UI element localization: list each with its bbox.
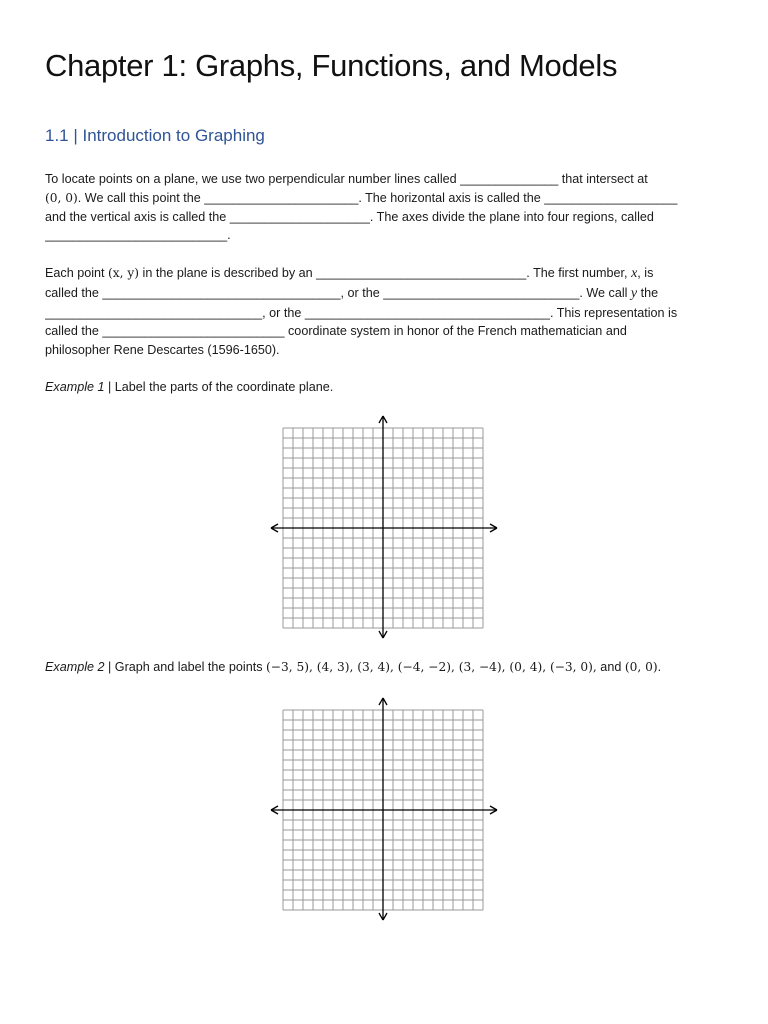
y-variable: y	[630, 285, 638, 301]
pair-line-5: philosopher Rene Descartes (1596-1650).	[45, 343, 280, 358]
example-2-last-point: (0, 0)	[624, 660, 658, 674]
intro-paragraph	[45, 170, 721, 245]
pair-line-1-a: Each point	[45, 266, 109, 280]
example-1-instruction	[45, 380, 333, 394]
ordered-pair-paragraph	[45, 264, 721, 360]
pair-line-1	[45, 264, 721, 284]
pair-math: (x, y)	[108, 266, 140, 280]
example-1-text: | Label the parts of the coordinate plane.	[104, 380, 334, 394]
intro-line-2	[45, 189, 721, 208]
x-variable: x	[631, 266, 638, 281]
example-2-period: .	[657, 660, 662, 674]
example-1-label: Example 1	[45, 380, 105, 394]
chapter-title: Chapter 1: Graphs, Functions, and Models	[45, 48, 618, 83]
intro-line-4: __________________________.	[45, 228, 231, 243]
coordinate-grid-1[interactable]	[268, 414, 500, 640]
section-heading: 1.1 | Introduction to Graphing	[45, 126, 265, 145]
intro-line-2-text: . We call this point the ______________________. The horizontal axis is called the ___________________	[77, 190, 678, 205]
coordinate-grid-2[interactable]	[268, 696, 500, 922]
pair-line-1-b: in the plane is described by an ______________________________. The first number,	[139, 266, 632, 280]
intro-line-1: To locate points on a plane, we use two perpendicular number lines called ______________ that intersect at	[45, 172, 648, 186]
pair-line-4: called the __________________________ coordinate system in honor of the French mathematician and	[45, 324, 627, 339]
example-2-points: (−3, 5), (4, 3), (3, 4), (−4, −2), (3, −4), (0, 4), (−3, 0),	[266, 660, 597, 674]
pair-line-3: _______________________________, or the ___________________________________. This representation is	[45, 305, 678, 320]
intro-line-3: and the vertical axis is called the ____________________. The axes divide the plane into four regions, called	[45, 209, 654, 224]
pair-line-2	[45, 284, 721, 304]
pair-line-2-a: called the __________________________________, or the ____________________________. We call	[45, 285, 631, 300]
pair-line-2-b: the	[637, 285, 659, 300]
example-2-text: | Graph and label the points	[104, 660, 267, 674]
pair-line-1-c: , is	[637, 266, 654, 280]
example-2-and: and	[596, 660, 625, 674]
origin-math: (0, 0)	[45, 190, 78, 205]
example-2-label: Example 2	[45, 660, 105, 674]
example-2-instruction	[45, 660, 661, 674]
